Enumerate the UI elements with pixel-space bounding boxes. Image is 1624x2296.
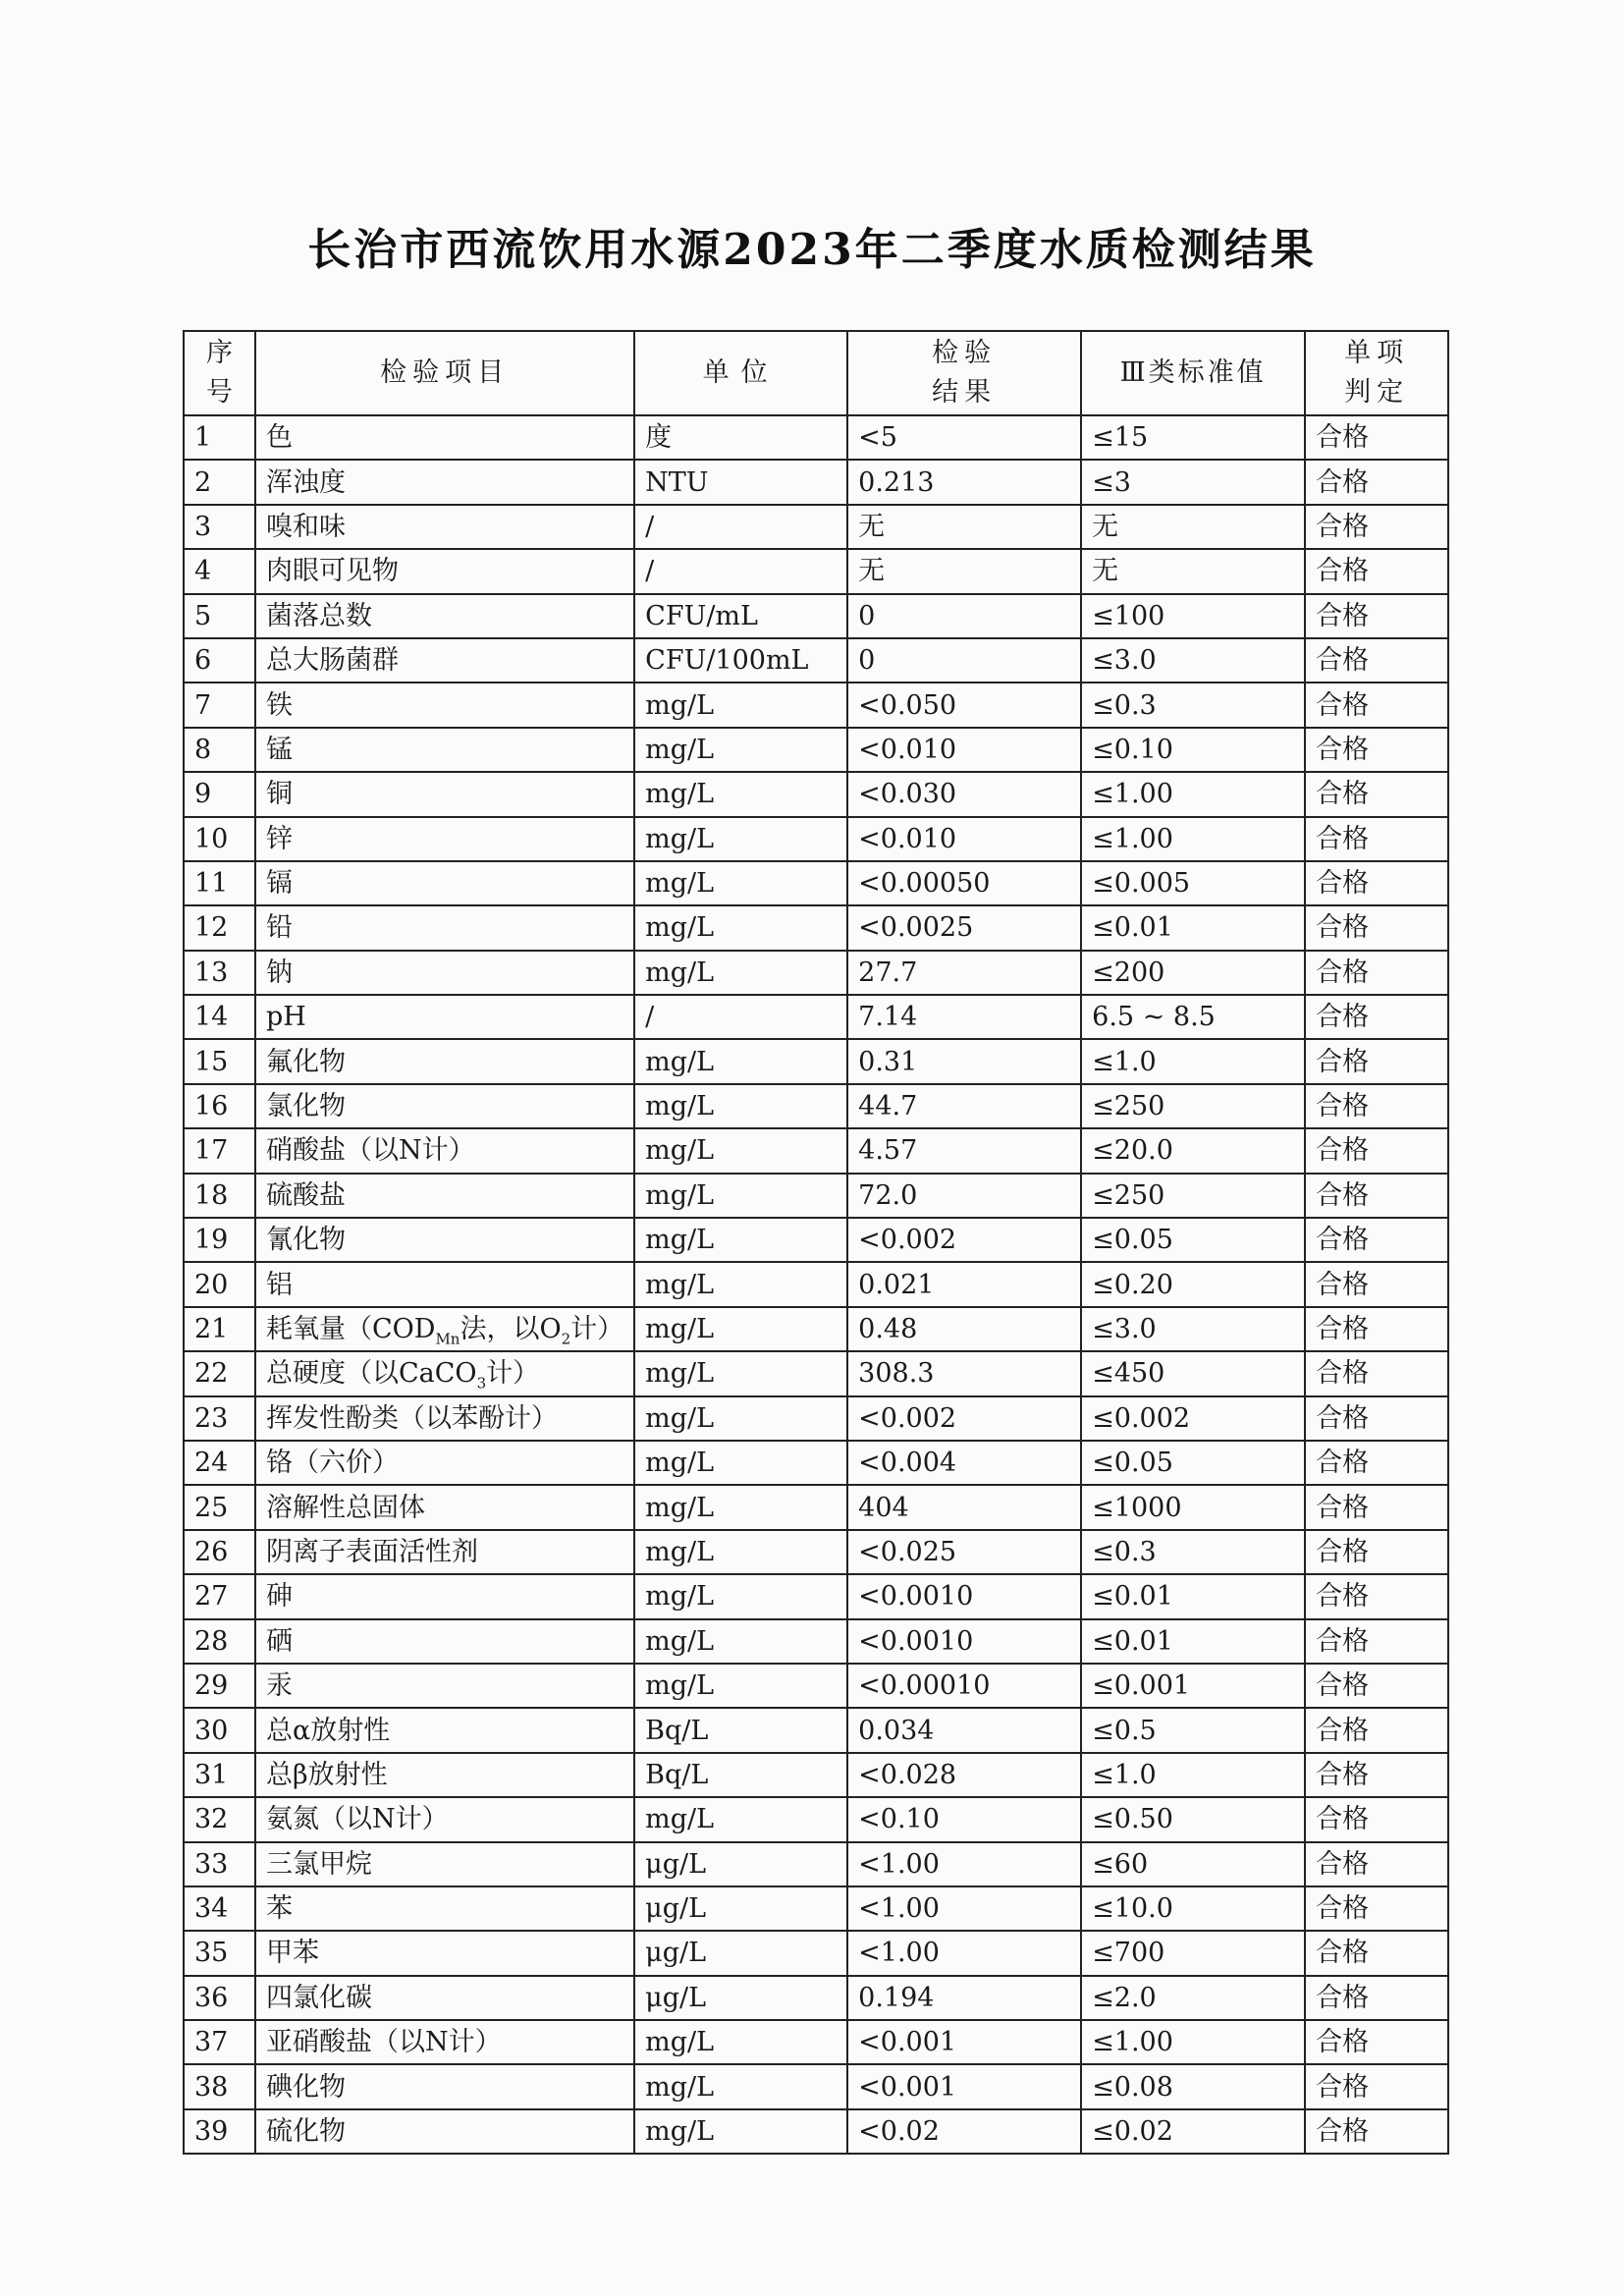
row-result: <0.0010 bbox=[847, 1619, 1081, 1664]
row-item: 浑浊度 bbox=[255, 460, 634, 504]
row-unit: μg/L bbox=[634, 1842, 847, 1886]
row-item: 硫酸盐 bbox=[255, 1174, 634, 1218]
row-standard: ≤0.3 bbox=[1081, 683, 1305, 727]
row-unit: mg/L bbox=[634, 2064, 847, 2108]
row-standard: ≤0.50 bbox=[1081, 1797, 1305, 1841]
table-row bbox=[184, 1307, 1448, 1351]
table-row bbox=[184, 2020, 1448, 2064]
row-unit: mg/L bbox=[634, 1351, 847, 1395]
row-result: 404 bbox=[847, 1485, 1081, 1529]
row-unit: mg/L bbox=[634, 1396, 847, 1441]
row-result: 0 bbox=[847, 594, 1081, 638]
row-item: 铝 bbox=[255, 1262, 634, 1306]
row-standard: ≤3.0 bbox=[1081, 638, 1305, 683]
row-result: <1.00 bbox=[847, 1842, 1081, 1886]
row-unit: mg/L bbox=[634, 728, 847, 772]
row-unit: mg/L bbox=[634, 1307, 847, 1351]
row-no: 28 bbox=[184, 1619, 255, 1664]
row-judgement: 合格 bbox=[1305, 1174, 1448, 1218]
row-no: 14 bbox=[184, 995, 255, 1039]
row-item: 硫化物 bbox=[255, 2109, 634, 2154]
row-judgement: 合格 bbox=[1305, 1128, 1448, 1173]
row-judgement: 合格 bbox=[1305, 638, 1448, 683]
row-no: 9 bbox=[184, 772, 255, 816]
row-judgement: 合格 bbox=[1305, 505, 1448, 549]
row-judgement: 合格 bbox=[1305, 1307, 1448, 1351]
table-row bbox=[184, 638, 1448, 683]
row-judgement: 合格 bbox=[1305, 1708, 1448, 1752]
row-result: 0.48 bbox=[847, 1307, 1081, 1351]
row-standard: ≤200 bbox=[1081, 951, 1305, 995]
row-judgement: 合格 bbox=[1305, 1084, 1448, 1128]
row-judgement: 合格 bbox=[1305, 1262, 1448, 1306]
row-no: 17 bbox=[184, 1128, 255, 1173]
table-row bbox=[184, 1128, 1448, 1173]
row-judgement: 合格 bbox=[1305, 1351, 1448, 1395]
row-standard: ≤60 bbox=[1081, 1842, 1305, 1886]
row-judgement: 合格 bbox=[1305, 1797, 1448, 1841]
row-result: <0.002 bbox=[847, 1396, 1081, 1441]
row-standard: ≤0.10 bbox=[1081, 728, 1305, 772]
row-no: 13 bbox=[184, 951, 255, 995]
row-no: 33 bbox=[184, 1842, 255, 1886]
row-standard: ≤10.0 bbox=[1081, 1886, 1305, 1931]
row-item: 氯化物 bbox=[255, 1084, 634, 1128]
table-header bbox=[184, 331, 1448, 415]
row-no: 11 bbox=[184, 861, 255, 905]
table-row bbox=[184, 1218, 1448, 1262]
row-no: 34 bbox=[184, 1886, 255, 1931]
row-standard: ≤1.0 bbox=[1081, 1039, 1305, 1083]
row-judgement: 合格 bbox=[1305, 1619, 1448, 1664]
row-item: 钠 bbox=[255, 951, 634, 995]
row-judgement: 合格 bbox=[1305, 549, 1448, 593]
row-judgement: 合格 bbox=[1305, 951, 1448, 995]
row-standard: ≤450 bbox=[1081, 1351, 1305, 1395]
row-unit: mg/L bbox=[634, 817, 847, 861]
table-row bbox=[184, 1574, 1448, 1618]
header-row bbox=[184, 331, 1448, 415]
item-text: 耗氧量（COD bbox=[266, 1314, 436, 1344]
table-row bbox=[184, 1351, 1448, 1395]
row-unit: mg/L bbox=[634, 772, 847, 816]
row-item: 甲苯 bbox=[255, 1931, 634, 1975]
row-unit: / bbox=[634, 505, 847, 549]
row-unit: / bbox=[634, 549, 847, 593]
document-title: 长治市西流饮用水源2023年二季度水质检测结果 bbox=[307, 225, 1317, 275]
row-no: 21 bbox=[184, 1307, 255, 1351]
row-judgement: 合格 bbox=[1305, 1530, 1448, 1574]
row-result: <0.0010 bbox=[847, 1574, 1081, 1618]
table-row bbox=[184, 1931, 1448, 1975]
table-row bbox=[184, 905, 1448, 950]
row-item: 总β放射性 bbox=[255, 1753, 634, 1797]
row-unit: mg/L bbox=[634, 1084, 847, 1128]
row-result: <1.00 bbox=[847, 1931, 1081, 1975]
row-unit: mg/L bbox=[634, 2109, 847, 2154]
table-row bbox=[184, 817, 1448, 861]
row-no: 32 bbox=[184, 1797, 255, 1841]
table-row bbox=[184, 683, 1448, 727]
row-no: 6 bbox=[184, 638, 255, 683]
row-no: 30 bbox=[184, 1708, 255, 1752]
row-item: 铜 bbox=[255, 772, 634, 816]
item-subscript: 3 bbox=[476, 1374, 487, 1393]
row-standard: ≤3.0 bbox=[1081, 1307, 1305, 1351]
table-row bbox=[184, 1976, 1448, 2020]
row-no: 2 bbox=[184, 460, 255, 504]
table-row bbox=[184, 1441, 1448, 1485]
row-standard: ≤700 bbox=[1081, 1931, 1305, 1975]
row-judgement: 合格 bbox=[1305, 1218, 1448, 1262]
row-no: 15 bbox=[184, 1039, 255, 1083]
row-item: 汞 bbox=[255, 1664, 634, 1708]
row-standard: ≤20.0 bbox=[1081, 1128, 1305, 1173]
item-text: 计） bbox=[486, 1358, 540, 1390]
row-result: <0.030 bbox=[847, 772, 1081, 816]
row-result: <0.010 bbox=[847, 817, 1081, 861]
results-table bbox=[183, 330, 1449, 2155]
row-item: 铁 bbox=[255, 683, 634, 727]
row-judgement: 合格 bbox=[1305, 1886, 1448, 1931]
table-row bbox=[184, 1797, 1448, 1841]
row-item bbox=[255, 1351, 634, 1395]
table-row bbox=[184, 505, 1448, 549]
row-result: 0.194 bbox=[847, 1976, 1081, 2020]
row-unit: μg/L bbox=[634, 1886, 847, 1931]
row-no: 1 bbox=[184, 415, 255, 460]
row-result: 0.31 bbox=[847, 1039, 1081, 1083]
row-judgement: 合格 bbox=[1305, 2109, 1448, 2154]
item-subscript: 2 bbox=[561, 1330, 571, 1348]
row-standard: ≤0.01 bbox=[1081, 1574, 1305, 1618]
row-item: 氰化物 bbox=[255, 1218, 634, 1262]
row-standard: ≤250 bbox=[1081, 1084, 1305, 1128]
row-judgement: 合格 bbox=[1305, 415, 1448, 460]
row-no: 3 bbox=[184, 505, 255, 549]
row-item: 溶解性总固体 bbox=[255, 1485, 634, 1529]
row-judgement: 合格 bbox=[1305, 2020, 1448, 2064]
row-result: 27.7 bbox=[847, 951, 1081, 995]
row-unit: mg/L bbox=[634, 1797, 847, 1841]
row-judgement: 合格 bbox=[1305, 460, 1448, 504]
row-item: 铬（六价） bbox=[255, 1441, 634, 1485]
row-result: 0.021 bbox=[847, 1262, 1081, 1306]
row-no: 35 bbox=[184, 1931, 255, 1975]
row-no: 12 bbox=[184, 905, 255, 950]
row-no: 31 bbox=[184, 1753, 255, 1797]
row-unit: / bbox=[634, 995, 847, 1039]
row-judgement: 合格 bbox=[1305, 683, 1448, 727]
row-judgement: 合格 bbox=[1305, 905, 1448, 950]
table-row bbox=[184, 1039, 1448, 1083]
row-result: 0.213 bbox=[847, 460, 1081, 504]
row-standard: ≤0.05 bbox=[1081, 1441, 1305, 1485]
row-no: 20 bbox=[184, 1262, 255, 1306]
table-row bbox=[184, 1842, 1448, 1886]
row-unit: mg/L bbox=[634, 2020, 847, 2064]
table-row bbox=[184, 1485, 1448, 1529]
row-standard: ≤0.3 bbox=[1081, 1530, 1305, 1574]
row-no: 19 bbox=[184, 1218, 255, 1262]
row-result: <5 bbox=[847, 415, 1081, 460]
row-item: 氟化物 bbox=[255, 1039, 634, 1083]
row-judgement: 合格 bbox=[1305, 2064, 1448, 2108]
row-unit: mg/L bbox=[634, 1218, 847, 1262]
row-unit: mg/L bbox=[634, 1530, 847, 1574]
row-unit: CFU/100mL bbox=[634, 638, 847, 683]
item-text: 总硬度（以CaCO bbox=[266, 1358, 477, 1390]
row-result: <0.02 bbox=[847, 2109, 1081, 2154]
table-row bbox=[184, 549, 1448, 593]
row-result: <0.050 bbox=[847, 683, 1081, 727]
table-row bbox=[184, 772, 1448, 816]
row-result: <0.00010 bbox=[847, 1664, 1081, 1708]
row-standard: 6.5 ~ 8.5 bbox=[1081, 995, 1305, 1039]
table-row bbox=[184, 2109, 1448, 2154]
row-judgement: 合格 bbox=[1305, 1485, 1448, 1529]
table-row bbox=[184, 594, 1448, 638]
row-unit: mg/L bbox=[634, 1441, 847, 1485]
table-row bbox=[184, 460, 1448, 504]
row-result: 44.7 bbox=[847, 1084, 1081, 1128]
table-row bbox=[184, 1262, 1448, 1306]
row-result: <0.010 bbox=[847, 728, 1081, 772]
header-result: 检验结果 bbox=[847, 331, 1081, 415]
row-standard: ≤0.02 bbox=[1081, 2109, 1305, 2154]
row-no: 25 bbox=[184, 1485, 255, 1529]
row-no: 36 bbox=[184, 1976, 255, 2020]
row-judgement: 合格 bbox=[1305, 1664, 1448, 1708]
row-item: 硝酸盐（以N计） bbox=[255, 1128, 634, 1173]
row-result: 无 bbox=[847, 549, 1081, 593]
row-unit: NTU bbox=[634, 460, 847, 504]
row-standard: ≤0.08 bbox=[1081, 2064, 1305, 2108]
row-unit: mg/L bbox=[634, 1485, 847, 1529]
row-result: 无 bbox=[847, 505, 1081, 549]
row-unit: mg/L bbox=[634, 861, 847, 905]
row-result: <0.025 bbox=[847, 1530, 1081, 1574]
row-no: 24 bbox=[184, 1441, 255, 1485]
row-standard: ≤0.20 bbox=[1081, 1262, 1305, 1306]
row-no: 10 bbox=[184, 817, 255, 861]
row-item: 亚硝酸盐（以N计） bbox=[255, 2020, 634, 2064]
row-standard: ≤1000 bbox=[1081, 1485, 1305, 1529]
item-subscript: Mn bbox=[435, 1330, 460, 1348]
table-row bbox=[184, 1396, 1448, 1441]
row-standard: ≤100 bbox=[1081, 594, 1305, 638]
row-result: 4.57 bbox=[847, 1128, 1081, 1173]
row-item: 总α放射性 bbox=[255, 1708, 634, 1752]
row-item: 嗅和味 bbox=[255, 505, 634, 549]
row-item: 铅 bbox=[255, 905, 634, 950]
row-item: 三氯甲烷 bbox=[255, 1842, 634, 1886]
row-standard: ≤3 bbox=[1081, 460, 1305, 504]
row-no: 26 bbox=[184, 1530, 255, 1574]
table-row bbox=[184, 415, 1448, 460]
row-item: 锌 bbox=[255, 817, 634, 861]
row-unit: CFU/mL bbox=[634, 594, 847, 638]
row-result: <0.10 bbox=[847, 1797, 1081, 1841]
row-no: 16 bbox=[184, 1084, 255, 1128]
row-item: 阴离子表面活性剂 bbox=[255, 1530, 634, 1574]
row-standard: ≤250 bbox=[1081, 1174, 1305, 1218]
row-item: 锰 bbox=[255, 728, 634, 772]
row-item: 硒 bbox=[255, 1619, 634, 1664]
row-unit: mg/L bbox=[634, 1574, 847, 1618]
row-item: 肉眼可见物 bbox=[255, 549, 634, 593]
row-result: 72.0 bbox=[847, 1174, 1081, 1218]
row-judgement: 合格 bbox=[1305, 1753, 1448, 1797]
row-no: 18 bbox=[184, 1174, 255, 1218]
row-standard: ≤0.001 bbox=[1081, 1664, 1305, 1708]
row-result: <1.00 bbox=[847, 1886, 1081, 1931]
row-result: <0.004 bbox=[847, 1441, 1081, 1485]
row-no: 22 bbox=[184, 1351, 255, 1395]
row-standard: ≤0.005 bbox=[1081, 861, 1305, 905]
row-unit: 度 bbox=[634, 415, 847, 460]
row-unit: Bq/L bbox=[634, 1708, 847, 1752]
row-item: 氨氮（以N计） bbox=[255, 1797, 634, 1841]
table-row bbox=[184, 1708, 1448, 1752]
row-item: 苯 bbox=[255, 1886, 634, 1931]
row-result: 7.14 bbox=[847, 995, 1081, 1039]
table-row bbox=[184, 1530, 1448, 1574]
row-item: 砷 bbox=[255, 1574, 634, 1618]
row-judgement: 合格 bbox=[1305, 1842, 1448, 1886]
header-item: 检验项目 bbox=[255, 331, 634, 415]
row-standard: ≤0.5 bbox=[1081, 1708, 1305, 1752]
row-standard: ≤1.00 bbox=[1081, 772, 1305, 816]
table-row bbox=[184, 1753, 1448, 1797]
row-result: <0.028 bbox=[847, 1753, 1081, 1797]
row-unit: mg/L bbox=[634, 951, 847, 995]
row-standard: 无 bbox=[1081, 549, 1305, 593]
row-no: 29 bbox=[184, 1664, 255, 1708]
table-row bbox=[184, 951, 1448, 995]
table-row bbox=[184, 2064, 1448, 2108]
row-standard: ≤1.0 bbox=[1081, 1753, 1305, 1797]
row-judgement: 合格 bbox=[1305, 1441, 1448, 1485]
row-standard: 无 bbox=[1081, 505, 1305, 549]
row-no: 5 bbox=[184, 594, 255, 638]
row-result: <0.001 bbox=[847, 2020, 1081, 2064]
row-judgement: 合格 bbox=[1305, 728, 1448, 772]
row-result: <0.00050 bbox=[847, 861, 1081, 905]
row-judgement: 合格 bbox=[1305, 1931, 1448, 1975]
row-unit: mg/L bbox=[634, 905, 847, 950]
row-item: 总大肠菌群 bbox=[255, 638, 634, 683]
row-item: pH bbox=[255, 995, 634, 1039]
item-text: 法，以O bbox=[460, 1314, 562, 1344]
row-item: 镉 bbox=[255, 861, 634, 905]
row-unit: mg/L bbox=[634, 1039, 847, 1083]
row-judgement: 合格 bbox=[1305, 861, 1448, 905]
row-result: 0 bbox=[847, 638, 1081, 683]
row-standard: ≤1.00 bbox=[1081, 2020, 1305, 2064]
row-judgement: 合格 bbox=[1305, 1396, 1448, 1441]
table-row bbox=[184, 995, 1448, 1039]
row-standard: ≤2.0 bbox=[1081, 1976, 1305, 2020]
row-judgement: 合格 bbox=[1305, 772, 1448, 816]
row-no: 37 bbox=[184, 2020, 255, 2064]
row-unit: mg/L bbox=[634, 1174, 847, 1218]
row-unit: μg/L bbox=[634, 1931, 847, 1975]
row-no: 7 bbox=[184, 683, 255, 727]
row-item: 碘化物 bbox=[255, 2064, 634, 2108]
row-result: <0.001 bbox=[847, 2064, 1081, 2108]
row-unit: mg/L bbox=[634, 1128, 847, 1173]
row-no: 27 bbox=[184, 1574, 255, 1618]
table-body bbox=[184, 415, 1448, 2154]
row-result: <0.002 bbox=[847, 1218, 1081, 1262]
row-unit: mg/L bbox=[634, 1262, 847, 1306]
row-result: 0.034 bbox=[847, 1708, 1081, 1752]
row-standard: ≤0.002 bbox=[1081, 1396, 1305, 1441]
row-unit: Bq/L bbox=[634, 1753, 847, 1797]
row-unit: mg/L bbox=[634, 1619, 847, 1664]
row-judgement: 合格 bbox=[1305, 1039, 1448, 1083]
row-judgement: 合格 bbox=[1305, 1976, 1448, 2020]
table-row bbox=[184, 728, 1448, 772]
item-text: 计） bbox=[570, 1314, 624, 1344]
row-no: 23 bbox=[184, 1396, 255, 1441]
row-standard: ≤0.01 bbox=[1081, 905, 1305, 950]
table-row bbox=[184, 1664, 1448, 1708]
header-no: 序号 bbox=[184, 331, 255, 415]
table-row bbox=[184, 1084, 1448, 1128]
row-standard: ≤0.01 bbox=[1081, 1619, 1305, 1664]
row-no: 4 bbox=[184, 549, 255, 593]
row-item: 挥发性酚类（以苯酚计） bbox=[255, 1396, 634, 1441]
row-item: 色 bbox=[255, 415, 634, 460]
header-judgement: 单项判定 bbox=[1305, 331, 1448, 415]
row-no: 39 bbox=[184, 2109, 255, 2154]
row-standard: ≤15 bbox=[1081, 415, 1305, 460]
row-standard: ≤0.05 bbox=[1081, 1218, 1305, 1262]
row-unit: mg/L bbox=[634, 1664, 847, 1708]
table-row bbox=[184, 1174, 1448, 1218]
row-unit: μg/L bbox=[634, 1976, 847, 2020]
row-item: 四氯化碳 bbox=[255, 1976, 634, 2020]
row-judgement: 合格 bbox=[1305, 1574, 1448, 1618]
row-judgement: 合格 bbox=[1305, 995, 1448, 1039]
row-result: <0.0025 bbox=[847, 905, 1081, 950]
row-standard: ≤1.00 bbox=[1081, 817, 1305, 861]
row-judgement: 合格 bbox=[1305, 594, 1448, 638]
header-standard: Ⅲ类标准值 bbox=[1081, 331, 1305, 415]
row-judgement: 合格 bbox=[1305, 817, 1448, 861]
table-row bbox=[184, 861, 1448, 905]
row-item: 菌落总数 bbox=[255, 594, 634, 638]
row-unit: mg/L bbox=[634, 683, 847, 727]
header-unit: 单位 bbox=[634, 331, 847, 415]
table-row bbox=[184, 1619, 1448, 1664]
row-item bbox=[255, 1307, 634, 1351]
row-no: 8 bbox=[184, 728, 255, 772]
row-no: 38 bbox=[184, 2064, 255, 2108]
row-result: 308.3 bbox=[847, 1351, 1081, 1395]
table-row bbox=[184, 1886, 1448, 1931]
